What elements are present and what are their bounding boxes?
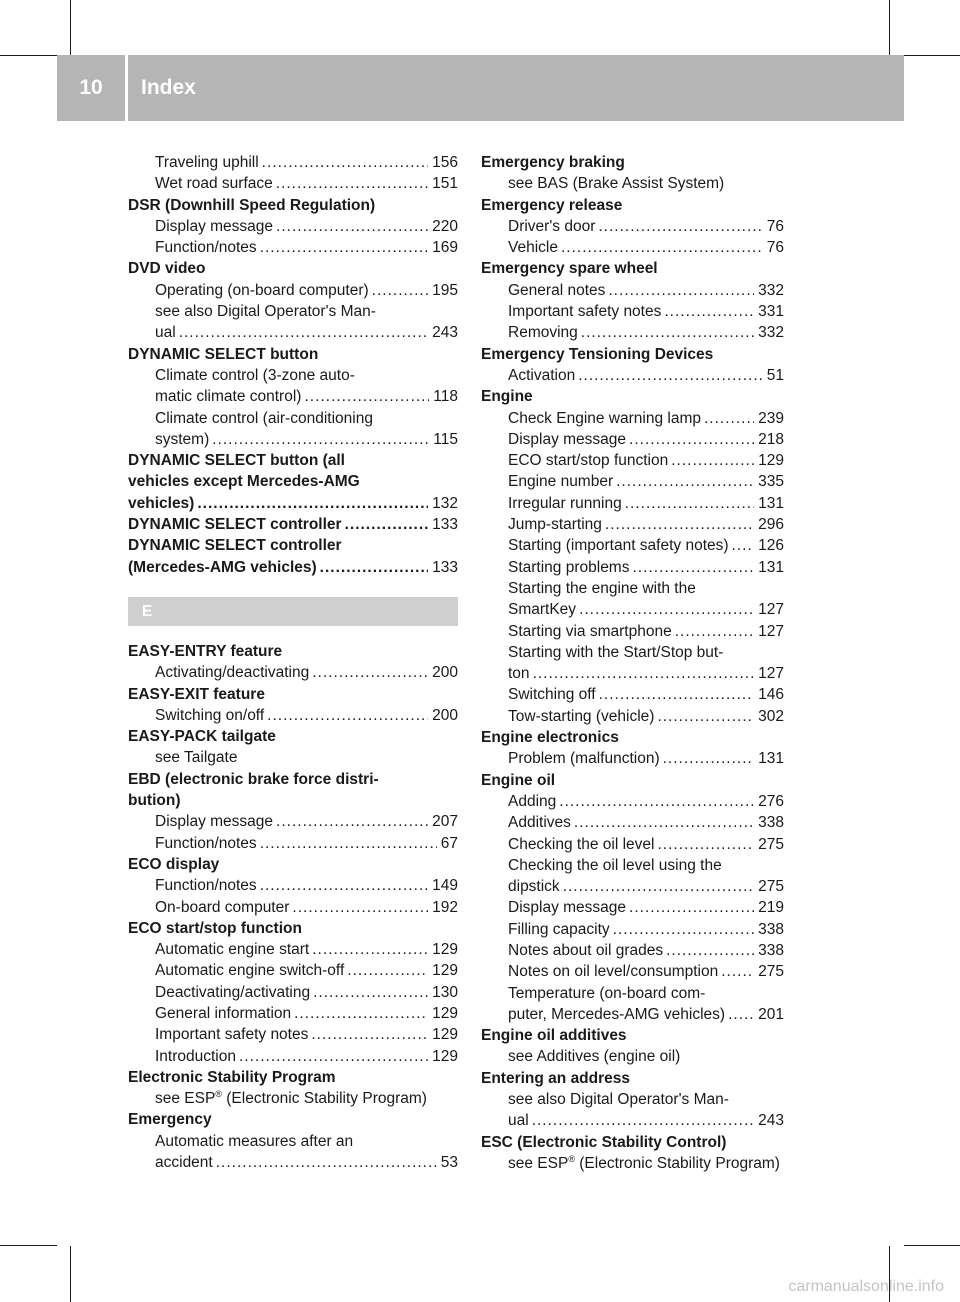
index-subentry bbox=[481, 684, 784, 705]
entry-text: ual bbox=[508, 1112, 529, 1130]
index-subentry: Climate control (air-conditioning bbox=[155, 409, 373, 427]
page-reference: 201 bbox=[758, 1005, 784, 1023]
index-subentry: Starting with the Start/Stop but- bbox=[508, 643, 724, 661]
page-reference: 156 bbox=[432, 154, 458, 171]
entry-text: DYNAMIC SELECT controller bbox=[128, 516, 342, 534]
dot-leader bbox=[312, 662, 428, 683]
dot-leader bbox=[632, 557, 754, 578]
index-subentry bbox=[481, 812, 784, 833]
index-heading: Emergency Tensioning Devices bbox=[481, 345, 714, 363]
page-reference: 207 bbox=[432, 813, 458, 831]
page-reference: 332 bbox=[758, 324, 784, 342]
index-heading: Emergency bbox=[128, 1111, 212, 1129]
dot-leader bbox=[260, 833, 437, 854]
entry-text: Activating/deactivating bbox=[155, 664, 310, 682]
entry-text: Switching off bbox=[508, 686, 596, 704]
entry-text: Display message bbox=[508, 430, 627, 448]
page-reference: 115 bbox=[433, 430, 458, 448]
index-heading: Engine oil additives bbox=[481, 1027, 627, 1045]
index-heading: Electronic Stability Program bbox=[128, 1068, 336, 1086]
index-subentry bbox=[128, 322, 458, 343]
dot-leader bbox=[629, 429, 754, 450]
entry-text: accident bbox=[155, 1154, 213, 1172]
index-subentry bbox=[128, 1003, 458, 1024]
page-reference: 131 bbox=[758, 558, 784, 576]
dot-leader bbox=[216, 1152, 437, 1173]
page-reference: 219 bbox=[758, 899, 784, 917]
index-subentry bbox=[481, 429, 784, 450]
index-subentry: Climate control (3-zone auto- bbox=[155, 366, 355, 384]
page-reference: 129 bbox=[432, 1026, 458, 1044]
page-reference: 192 bbox=[432, 898, 458, 916]
dot-leader bbox=[294, 1003, 428, 1024]
entry-text: Check Engine warning lamp bbox=[508, 409, 701, 427]
entry-text: Function/notes bbox=[155, 239, 257, 257]
dot-leader bbox=[721, 961, 754, 982]
crop-mark bbox=[904, 55, 960, 56]
index-subentry: see also Digital Operator's Man- bbox=[155, 303, 376, 321]
entry-text: Operating (on-board computer) bbox=[155, 281, 369, 299]
crop-mark bbox=[70, 1246, 71, 1302]
dot-leader bbox=[559, 791, 754, 812]
entry-text: Irregular running bbox=[508, 494, 622, 512]
index-subentry bbox=[481, 621, 784, 642]
index-subentry bbox=[481, 748, 784, 769]
page-reference: 131 bbox=[758, 494, 784, 512]
entry-text: SmartKey bbox=[508, 601, 577, 619]
dot-leader bbox=[704, 408, 754, 429]
index-heading: Engine electronics bbox=[481, 729, 619, 747]
index-subentry bbox=[128, 1152, 458, 1173]
dot-leader bbox=[276, 216, 428, 237]
page-reference: 338 bbox=[758, 920, 784, 938]
page-reference: 129 bbox=[432, 1004, 458, 1022]
index-subentry bbox=[128, 429, 458, 450]
entry-text: Jump-starting bbox=[508, 516, 602, 534]
crop-mark bbox=[0, 55, 57, 56]
index-heading: ESC (Electronic Stability Control) bbox=[481, 1133, 727, 1151]
index-heading: Emergency braking bbox=[481, 154, 625, 171]
index-subentry bbox=[481, 1110, 784, 1131]
index-subentry bbox=[128, 1024, 458, 1045]
entry-text: On-board computer bbox=[155, 898, 290, 916]
entry-text: Display message bbox=[155, 813, 274, 831]
crop-mark bbox=[889, 0, 890, 55]
page-reference: 220 bbox=[432, 217, 458, 235]
index-subentry bbox=[481, 493, 784, 514]
page-reference: 76 bbox=[766, 239, 784, 257]
page-reference: 76 bbox=[766, 217, 784, 235]
entry-text: Tow-starting (vehicle) bbox=[508, 707, 655, 725]
entry-text: Display message bbox=[508, 899, 627, 917]
index-subentry bbox=[128, 216, 458, 237]
index-subentry bbox=[481, 408, 784, 429]
index-subentry: Checking the oil level using the bbox=[508, 856, 722, 874]
crop-mark bbox=[904, 1245, 960, 1246]
index-subentry bbox=[481, 940, 784, 961]
dot-leader bbox=[262, 152, 428, 173]
page-reference: 296 bbox=[758, 516, 784, 534]
index-subentry bbox=[128, 705, 458, 726]
dot-leader bbox=[664, 301, 754, 322]
entry-text: see ESP bbox=[155, 1090, 216, 1108]
entry-text: ual bbox=[155, 324, 176, 342]
index-heading: Emergency release bbox=[481, 196, 623, 214]
index-heading: DVD video bbox=[128, 260, 206, 278]
index-subentry: Automatic measures after an bbox=[155, 1132, 354, 1150]
entry-text: General information bbox=[155, 1004, 292, 1022]
index-subentry: see Tailgate bbox=[155, 749, 238, 767]
index-subentry bbox=[128, 939, 458, 960]
page-reference: 302 bbox=[758, 707, 784, 725]
dot-leader bbox=[212, 429, 429, 450]
entry-text: (Electronic Stability Program) bbox=[574, 1154, 780, 1172]
index-heading bbox=[128, 557, 458, 578]
dot-leader bbox=[179, 322, 428, 343]
page-reference: 126 bbox=[758, 537, 784, 555]
dot-leader bbox=[657, 706, 754, 727]
dot-leader bbox=[372, 280, 428, 301]
page-reference: 67 bbox=[440, 834, 458, 852]
dot-leader bbox=[533, 663, 755, 684]
index-subentry bbox=[481, 557, 784, 578]
entry-text: (Mercedes-AMG vehicles) bbox=[128, 558, 317, 576]
index-subentry bbox=[128, 1088, 458, 1109]
page-reference: 51 bbox=[766, 366, 784, 384]
index-heading: Entering an address bbox=[481, 1069, 631, 1087]
index-subentry bbox=[128, 897, 458, 918]
index-subentry bbox=[128, 982, 458, 1003]
dot-leader bbox=[276, 811, 428, 832]
entry-text: Adding bbox=[508, 792, 557, 810]
page-reference: 275 bbox=[758, 835, 784, 853]
page-title: Index bbox=[141, 76, 196, 99]
index-subentry bbox=[481, 216, 784, 237]
page-reference: 332 bbox=[758, 281, 784, 299]
index-subentry bbox=[128, 1046, 458, 1067]
dot-leader bbox=[260, 237, 428, 258]
page-reference: 243 bbox=[432, 324, 458, 342]
dot-leader bbox=[605, 514, 754, 535]
index-heading bbox=[128, 493, 458, 514]
section-letter-header: E bbox=[128, 597, 458, 626]
index-subentry: see also Digital Operator's Man- bbox=[508, 1091, 729, 1109]
entry-text: Function/notes bbox=[155, 834, 257, 852]
dot-leader bbox=[599, 684, 755, 705]
page-reference: 276 bbox=[758, 792, 784, 810]
entry-text: Display message bbox=[155, 217, 274, 235]
dot-leader bbox=[728, 1004, 754, 1025]
dot-leader bbox=[732, 535, 755, 556]
entry-text: puter, Mercedes-AMG vehicles) bbox=[508, 1005, 726, 1023]
index-heading: DSR (Downhill Speed Regulation) bbox=[128, 196, 376, 214]
index-subentry bbox=[481, 365, 784, 386]
index-subentry bbox=[128, 662, 458, 683]
page-reference: 130 bbox=[432, 983, 458, 1001]
entry-text: Starting via smartphone bbox=[508, 622, 672, 640]
dot-leader bbox=[292, 897, 428, 918]
dot-leader bbox=[197, 493, 428, 514]
dot-leader bbox=[613, 919, 754, 940]
entry-text: vehicles) bbox=[128, 494, 195, 512]
index-subentry bbox=[481, 1153, 784, 1174]
entry-text: Function/notes bbox=[155, 877, 257, 895]
page-reference: 129 bbox=[432, 962, 458, 980]
page-reference: 338 bbox=[758, 941, 784, 959]
page-reference: 243 bbox=[758, 1112, 784, 1130]
index-subentry bbox=[481, 301, 784, 322]
entry-text: Important safety notes bbox=[155, 1026, 309, 1044]
index-subentry bbox=[128, 960, 458, 981]
watermark: carmanualsonline.info bbox=[788, 1278, 944, 1295]
entry-text: Wet road surface bbox=[155, 175, 273, 193]
page-reference: 127 bbox=[758, 622, 784, 640]
dot-leader bbox=[625, 493, 754, 514]
index-subentry bbox=[481, 961, 784, 982]
index-subentry bbox=[481, 834, 784, 855]
index-heading bbox=[128, 514, 458, 535]
index-heading: Emergency spare wheel bbox=[481, 260, 658, 278]
index-subentry bbox=[481, 663, 784, 684]
entry-text: General notes bbox=[508, 281, 606, 299]
index-subentry bbox=[481, 322, 784, 343]
page-reference: 275 bbox=[758, 878, 784, 896]
dot-leader bbox=[671, 450, 754, 471]
page-reference: 129 bbox=[432, 1047, 458, 1065]
page-header bbox=[57, 55, 904, 121]
index-subentry bbox=[481, 280, 784, 301]
index-heading: vehicles except Mercedes-AMG bbox=[128, 473, 360, 491]
page-reference: 133 bbox=[432, 516, 458, 534]
index-heading: bution) bbox=[128, 792, 181, 810]
entry-text: Filling capacity bbox=[508, 920, 610, 938]
entry-text: Automatic engine start bbox=[155, 941, 310, 959]
index-subentry bbox=[128, 152, 458, 173]
entry-text: ton bbox=[508, 665, 530, 683]
entry-text: matic climate control) bbox=[155, 388, 302, 406]
index-subentry bbox=[128, 875, 458, 896]
entry-text: Notes about oil grades bbox=[508, 941, 664, 959]
dot-leader bbox=[311, 1024, 428, 1045]
index-subentry bbox=[481, 514, 784, 535]
entry-text: Checking the oil level bbox=[508, 835, 655, 853]
index-heading: EASY-PACK tailgate bbox=[128, 728, 276, 746]
index-heading: DYNAMIC SELECT button bbox=[128, 345, 319, 363]
index-subentry bbox=[481, 471, 784, 492]
dot-leader bbox=[260, 875, 428, 896]
page-reference: 131 bbox=[758, 750, 784, 768]
entry-text: Additives bbox=[508, 814, 571, 832]
page-number: 10 bbox=[79, 76, 103, 99]
page-reference: 275 bbox=[758, 963, 784, 981]
page-reference: 239 bbox=[758, 409, 784, 427]
entry-text: Vehicle bbox=[508, 239, 558, 257]
index-subentry bbox=[481, 897, 784, 918]
index-subentry bbox=[481, 706, 784, 727]
dot-leader bbox=[675, 621, 754, 642]
entry-text: Notes on oil level/consumption bbox=[508, 963, 719, 981]
entry-text: Starting problems bbox=[508, 558, 630, 576]
entry-text: Engine number bbox=[508, 473, 614, 491]
index-subentry: see BAS (Brake Assist System) bbox=[508, 175, 725, 193]
page-reference: 169 bbox=[432, 239, 458, 257]
dot-leader bbox=[276, 173, 428, 194]
page-reference: 118 bbox=[433, 388, 458, 406]
index-subentry bbox=[481, 599, 784, 620]
entry-text: Important safety notes bbox=[508, 303, 662, 321]
index-subentry bbox=[128, 833, 458, 854]
entry-text: Traveling uphill bbox=[155, 154, 259, 171]
index-subentry bbox=[481, 535, 784, 556]
dot-leader bbox=[608, 280, 754, 301]
page-reference: 335 bbox=[758, 473, 784, 491]
page-reference: 149 bbox=[432, 877, 458, 895]
entry-text: dipstick bbox=[508, 878, 560, 896]
index-column-right bbox=[481, 152, 784, 1174]
registered-mark: ® bbox=[568, 1153, 575, 1164]
entry-text: Activation bbox=[508, 366, 576, 384]
index-subentry: see Additives (engine oil) bbox=[508, 1048, 681, 1066]
page-reference: 200 bbox=[432, 706, 458, 724]
entry-text: Deactivating/activating bbox=[155, 983, 311, 1001]
page-reference: 53 bbox=[440, 1154, 458, 1172]
dot-leader bbox=[239, 1046, 428, 1067]
index-heading: ECO start/stop function bbox=[128, 919, 302, 937]
page-reference: 127 bbox=[758, 601, 784, 619]
index-subentry bbox=[128, 237, 458, 258]
page-reference: 133 bbox=[432, 558, 458, 576]
page-reference: 331 bbox=[758, 303, 784, 321]
index-subentry bbox=[128, 811, 458, 832]
crop-mark bbox=[70, 0, 71, 55]
crop-mark bbox=[0, 1245, 57, 1246]
dot-leader bbox=[629, 897, 754, 918]
page-reference: 127 bbox=[758, 665, 784, 683]
dot-leader bbox=[574, 812, 754, 833]
dot-leader bbox=[313, 982, 428, 1003]
entry-text: Switching on/off bbox=[155, 706, 265, 724]
index-subentry bbox=[481, 919, 784, 940]
index-heading: Engine oil bbox=[481, 771, 556, 789]
index-subentry bbox=[481, 876, 784, 897]
page-reference: 195 bbox=[432, 281, 458, 299]
page-reference: 129 bbox=[432, 941, 458, 959]
index-subentry: Temperature (on-board com- bbox=[508, 984, 706, 1002]
page-reference: 129 bbox=[758, 452, 784, 470]
index-subentry: Starting the engine with the bbox=[508, 579, 696, 597]
dot-leader bbox=[532, 1110, 754, 1131]
index-subentry bbox=[481, 791, 784, 812]
dot-leader bbox=[312, 939, 428, 960]
dot-leader bbox=[666, 940, 754, 961]
dot-leader bbox=[579, 599, 754, 620]
header-divider bbox=[125, 55, 128, 121]
index-column-left bbox=[128, 152, 458, 1173]
page-reference: 218 bbox=[758, 430, 784, 448]
index-heading: EBD (electronic brake force distri- bbox=[128, 770, 379, 788]
entry-text: Removing bbox=[508, 324, 578, 342]
index-subentry bbox=[481, 1004, 784, 1025]
index-subentry bbox=[128, 173, 458, 194]
page-reference: 151 bbox=[432, 175, 458, 193]
entry-text: system) bbox=[155, 430, 210, 448]
page-reference: 132 bbox=[432, 494, 458, 512]
entry-text: Problem (malfunction) bbox=[508, 750, 660, 768]
entry-text: see ESP bbox=[508, 1154, 569, 1172]
dot-leader bbox=[663, 748, 755, 769]
entry-text: Starting (important safety notes) bbox=[508, 537, 729, 555]
index-heading: DYNAMIC SELECT controller bbox=[128, 537, 342, 555]
dot-leader bbox=[616, 471, 754, 492]
index-heading: ECO display bbox=[128, 855, 220, 873]
dot-leader bbox=[657, 834, 754, 855]
dot-leader bbox=[563, 876, 754, 897]
dot-leader bbox=[345, 514, 429, 535]
dot-leader bbox=[581, 322, 754, 343]
index-heading: Engine bbox=[481, 388, 533, 406]
index-subentry bbox=[481, 237, 784, 258]
entry-text: ECO start/stop function bbox=[508, 452, 669, 470]
entry-text: Driver's door bbox=[508, 217, 596, 235]
index-heading: EASY-ENTRY feature bbox=[128, 642, 283, 660]
dot-leader bbox=[267, 705, 428, 726]
index-subentry bbox=[128, 386, 458, 407]
index-heading: DYNAMIC SELECT button (all bbox=[128, 452, 345, 470]
index-subentry bbox=[128, 280, 458, 301]
index-subentry bbox=[481, 450, 784, 471]
entry-text: Introduction bbox=[155, 1047, 236, 1065]
page-reference: 200 bbox=[432, 664, 458, 682]
dot-leader bbox=[320, 557, 428, 578]
dot-leader bbox=[347, 960, 428, 981]
page-reference: 338 bbox=[758, 814, 784, 832]
dot-leader bbox=[578, 365, 763, 386]
index-heading: EASY-EXIT feature bbox=[128, 685, 265, 703]
entry-text: (Electronic Stability Program) bbox=[221, 1090, 427, 1108]
page-reference: 146 bbox=[758, 686, 784, 704]
dot-leader bbox=[561, 237, 763, 258]
dot-leader bbox=[304, 386, 429, 407]
registered-mark: ® bbox=[215, 1089, 222, 1100]
entry-text: Automatic engine switch-off bbox=[155, 962, 345, 980]
dot-leader bbox=[598, 216, 762, 237]
